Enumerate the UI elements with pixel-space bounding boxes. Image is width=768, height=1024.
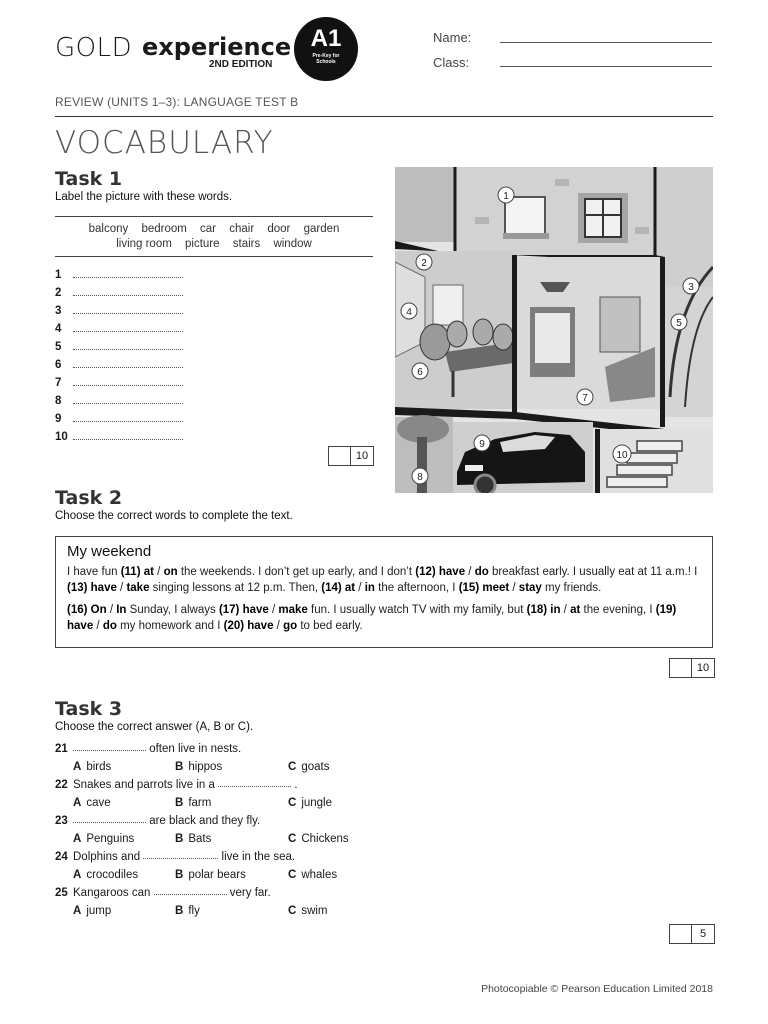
answer-number: 5 <box>55 341 62 353</box>
options-row <box>55 758 330 776</box>
brand-experience: experience <box>142 33 292 61</box>
picture-label-6 <box>412 363 428 379</box>
question-text: Kangaroos can <box>73 887 151 899</box>
answer-number: 6 <box>55 359 62 371</box>
question-number: 23 <box>55 815 68 827</box>
question-text: Snakes and parrots live in a <box>73 779 215 791</box>
word: garden <box>303 223 340 235</box>
answer-row <box>55 371 183 389</box>
question-text: . <box>294 779 298 791</box>
text-paragraph-1: I have fun (11) at / on the weekends. I don’t get up early, and I don’t (12) have / do breakfast early. I usually eat at 11 a.m.! I (13) have / take singing lessons at 12 p.m. Then, (14) at / in the afternoon, I (15) meet / stay my friends. <box>67 566 698 594</box>
option-a: A birds <box>73 761 112 773</box>
review-title: REVIEW (UNITS 1–3): LANGUAGE TEST B <box>55 95 299 109</box>
options-row <box>55 830 349 848</box>
svg-text:6: 6 <box>417 367 423 378</box>
score-input[interactable] <box>670 925 692 943</box>
option-b: B fly <box>175 905 200 917</box>
picture-label-1 <box>498 187 514 203</box>
question-number: 24 <box>55 851 68 863</box>
answer-list <box>55 263 183 443</box>
score-max: 10 <box>696 662 710 674</box>
answer-row <box>55 317 183 335</box>
answer-row <box>55 425 183 443</box>
answer-row <box>55 389 183 407</box>
svg-text:1: 1 <box>503 191 509 202</box>
word: living room <box>116 238 172 250</box>
answer-row <box>55 281 183 299</box>
picture-label-9 <box>474 435 490 451</box>
svg-text:4: 4 <box>406 307 412 318</box>
picture-label-8 <box>412 468 428 484</box>
picture-label-10 <box>613 445 631 463</box>
score-input[interactable] <box>329 447 351 465</box>
question-row <box>55 848 298 866</box>
picture-label-2 <box>416 254 432 270</box>
svg-text:7: 7 <box>582 393 588 404</box>
answer-number: 8 <box>55 395 62 407</box>
name-label: Name: <box>433 30 472 45</box>
question-text: often live in nests. <box>149 743 242 755</box>
answer-number: 10 <box>55 431 68 443</box>
level-subtitle: Pre-Key for Schools <box>312 53 340 65</box>
question-text: live in the sea. <box>221 851 296 863</box>
word: balcony <box>88 223 129 235</box>
task2-title: Task 2 <box>55 487 123 509</box>
options-row <box>55 902 328 920</box>
svg-text:2: 2 <box>421 258 427 269</box>
section-title: VOCABULARY <box>55 125 274 161</box>
class-label: Class: <box>433 55 470 70</box>
task3-score-box <box>669 924 715 944</box>
word-line-2 <box>55 237 373 252</box>
question-number: 25 <box>55 887 68 899</box>
answer-row <box>55 407 183 425</box>
score-max: 5 <box>699 928 707 940</box>
text-paragraph-2: (16) On / In Sunday, I always (17) have / make fun. I usually watch TV with my family, but (18) in / at the evening, I (19) have / do my homework and I (20) have / go to bed early. <box>67 604 677 632</box>
question-list <box>55 740 349 920</box>
options-row <box>55 866 338 884</box>
task3-title: Task 3 <box>55 698 123 720</box>
answer-number: 9 <box>55 413 62 425</box>
question-text: are black and they fly. <box>149 815 261 827</box>
brand-gold: GOLD <box>55 33 133 63</box>
word: picture <box>185 238 220 250</box>
question-text: very far. <box>229 887 271 899</box>
answer-field[interactable] <box>73 321 183 332</box>
picture-label-5 <box>671 314 687 330</box>
answer-number: 3 <box>55 305 62 317</box>
question-row <box>55 776 298 794</box>
answer-gap[interactable] <box>218 776 291 787</box>
option-b: B hippos <box>175 761 223 773</box>
question-row <box>55 740 298 758</box>
word: stairs <box>232 238 261 250</box>
task1-title: Task 1 <box>55 168 123 190</box>
header-divider <box>55 116 713 117</box>
option-a: A cave <box>73 797 111 809</box>
question-number: 21 <box>55 743 68 755</box>
word-box <box>55 216 373 257</box>
answer-gap[interactable] <box>73 740 146 751</box>
option-a: A jump <box>73 905 112 917</box>
option-b: B farm <box>175 797 212 809</box>
text-box-title: My weekend <box>67 543 152 560</box>
house-illustration <box>395 167 713 493</box>
picture-label-7 <box>577 389 593 405</box>
task1-instruction: Label the picture with these words. <box>55 191 233 203</box>
word: bedroom <box>141 223 187 235</box>
question-row <box>55 812 298 830</box>
picture-label-4 <box>401 303 417 319</box>
option-a: A Penguins <box>73 833 135 845</box>
word: car <box>200 223 217 235</box>
answer-field[interactable] <box>73 339 183 350</box>
copyright-footer: Photocopiable © Pearson Education Limited 2018 <box>481 983 713 995</box>
level-text: A1 <box>310 25 342 52</box>
answer-field[interactable] <box>73 429 183 440</box>
option-c: C jungle <box>288 797 333 809</box>
answer-gap[interactable] <box>154 884 227 895</box>
svg-text:8: 8 <box>417 472 423 483</box>
answer-gap[interactable] <box>143 848 218 859</box>
edition-label: 2ND EDITION <box>209 59 273 70</box>
word: door <box>267 223 291 235</box>
score-max: 10 <box>355 450 369 462</box>
answer-number: 1 <box>55 269 62 281</box>
word: window <box>273 238 312 250</box>
question-number: 22 <box>55 779 68 791</box>
svg-text:10: 10 <box>616 450 628 461</box>
answer-field[interactable] <box>73 357 183 368</box>
option-c: C Chickens <box>288 833 349 845</box>
answer-field[interactable] <box>73 411 183 422</box>
word-line-1 <box>55 222 373 237</box>
answer-field[interactable] <box>73 267 183 278</box>
answer-row <box>55 335 183 353</box>
answer-row <box>55 353 183 371</box>
picture-label-3 <box>683 278 699 294</box>
name-field[interactable] <box>500 42 712 43</box>
task2-instruction: Choose the correct words to complete the text. <box>55 510 293 522</box>
task3-instruction: Choose the correct answer (A, B or C). <box>55 721 254 733</box>
task2-score-box <box>669 658 715 678</box>
class-field[interactable] <box>500 66 712 67</box>
option-c: C whales <box>288 869 338 881</box>
answer-number: 7 <box>55 377 62 389</box>
svg-text:3: 3 <box>688 282 694 293</box>
answer-field[interactable] <box>73 393 183 404</box>
word: chair <box>229 223 255 235</box>
question-text: Dolphins and <box>73 851 141 863</box>
option-b: B Bats <box>175 833 212 845</box>
answer-field[interactable] <box>73 303 183 314</box>
answer-field[interactable] <box>73 375 183 386</box>
answer-row <box>55 263 183 281</box>
level-badge <box>294 17 358 81</box>
answer-number: 4 <box>55 323 62 335</box>
weekend-text-box <box>55 536 713 648</box>
answer-gap[interactable] <box>73 812 146 823</box>
svg-text:5: 5 <box>676 318 682 329</box>
option-b: B polar bears <box>175 869 246 881</box>
task1-score-box <box>328 446 374 466</box>
options-row <box>55 794 333 812</box>
answer-row <box>55 299 183 317</box>
score-input[interactable] <box>670 659 692 677</box>
option-c: C swim <box>288 905 328 917</box>
answer-field[interactable] <box>73 285 183 296</box>
question-row <box>55 884 298 902</box>
svg-text:9: 9 <box>479 439 485 450</box>
answer-number: 2 <box>55 287 62 299</box>
option-a: A crocodiles <box>73 869 139 881</box>
option-c: C goats <box>288 761 330 773</box>
